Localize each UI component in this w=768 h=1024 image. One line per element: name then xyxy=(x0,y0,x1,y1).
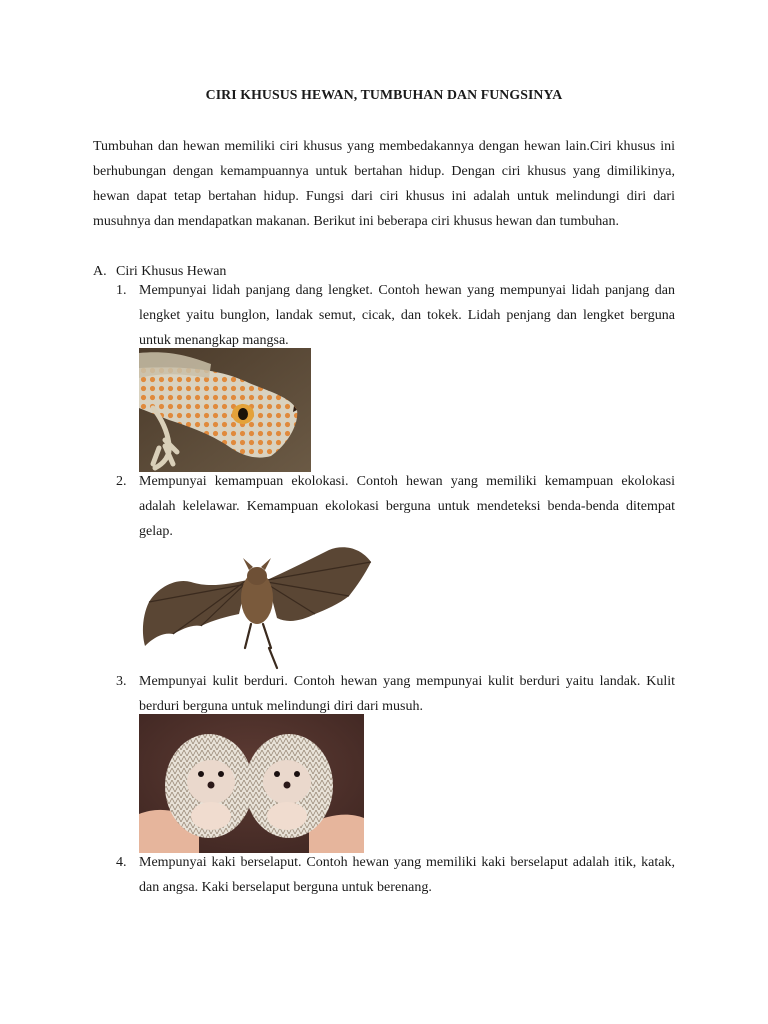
list-item-number: 2. xyxy=(116,474,127,489)
document-title: CIRI KHUSUS HEWAN, TUMBUHAN DAN FUNGSINYA xyxy=(205,87,563,102)
list-item-number: 4. xyxy=(116,855,127,870)
list-item xyxy=(116,278,675,353)
bat-photo xyxy=(139,540,373,672)
list-item-text: Mempunyai kemampuan ekolokasi. Contoh hewan yang memiliki kemampuan ekolokasi adalah kelelawar. Kemampuan ekolokasi berguna untuk mendeteksi benda-benda ditempat gelap. xyxy=(139,474,675,539)
list-item xyxy=(116,669,675,719)
hedgehog-photo xyxy=(139,714,364,853)
list-item-number: 1. xyxy=(116,283,127,298)
list-item-number: 3. xyxy=(116,674,127,689)
section-title: Ciri Khusus Hewan xyxy=(116,264,227,279)
section-letter: A. xyxy=(93,264,107,279)
intro-paragraph: Tumbuhan dan hewan memiliki ciri khusus yang membedakannya dengan hewan lain.Ciri khusus ini berhubungan dengan kemampuannya untuk bertahan hidup. Dengan ciri khusus yang dimilikinya, hewan dapat tetap bertahan hidup. Fungsi dari ciri khusus ini adalah untuk melindungi diri dari musuhnya dan mendapatkan makanan. Berikut ini beberapa ciri khusus hewan dan tumbuhan. xyxy=(93,139,675,229)
list-item-text: Mempunyai kulit berduri. Contoh hewan yang mempunyai kulit berduri yaitu landak. Kulit berduri berguna untuk melindungi diri dari musuh. xyxy=(139,674,675,714)
gecko-photo xyxy=(139,348,311,472)
list-item-text: Mempunyai lidah panjang dang lengket. Contoh hewan yang mempunyai lidah panjang dan lengket yaitu bunglon, landak semut, cicak, dan tokek. Lidah penjang dan lengket berguna untuk menangkap mangsa. xyxy=(139,283,675,348)
list-item-text: Mempunyai kaki berselaput. Contoh hewan yang memiliki kaki berselaput adalah itik, katak, dan angsa. Kaki berselaput berguna untuk berenang. xyxy=(139,855,675,895)
list-item xyxy=(116,850,675,900)
list-item xyxy=(116,469,675,544)
